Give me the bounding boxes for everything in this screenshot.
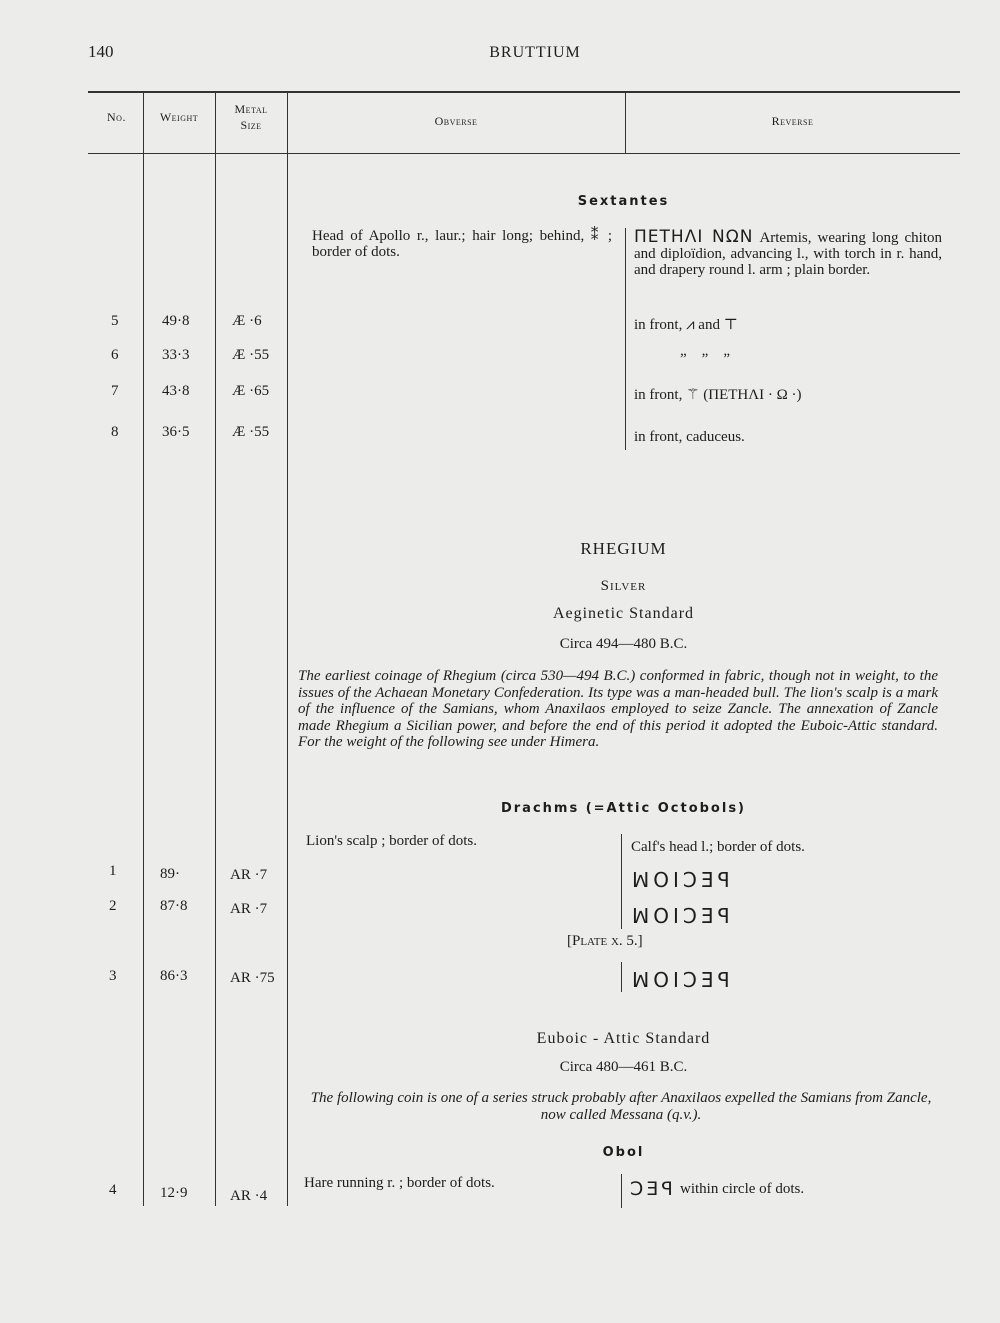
row-no: 2 xyxy=(109,898,117,914)
row-weight: 87·8 xyxy=(160,898,188,914)
reverse-rule-obol xyxy=(621,1174,622,1208)
row-reverse: in front, caduceus. xyxy=(634,429,745,445)
row-metal: AR ·7 xyxy=(230,901,268,917)
row-no: 7 xyxy=(111,383,119,399)
col-no: No. xyxy=(107,110,126,124)
metal-heading: Silver xyxy=(600,578,647,594)
row-reverse: in front, ⩘ and ⊤ xyxy=(634,317,738,333)
row-metal: Æ ·55 xyxy=(232,424,270,440)
row-weight: 43·8 xyxy=(162,383,190,399)
row-no: 1 xyxy=(109,863,117,879)
standard-heading: Aeginetic Standard xyxy=(552,605,695,622)
row-weight: 49·8 xyxy=(162,313,190,329)
row-metal: Æ ·6 xyxy=(232,313,262,329)
row-weight: 36·5 xyxy=(162,424,190,440)
drachms-obverse: Lion's scalp ; border of dots. xyxy=(306,833,478,849)
row-no: 8 xyxy=(111,424,119,440)
col-rule-2 xyxy=(215,91,216,1206)
reverse-rule-drachm-3 xyxy=(621,962,622,992)
reverse-rule-sextantes xyxy=(625,228,626,450)
date-heading: Circa 494—480 B.C. xyxy=(559,636,688,652)
table-top-rule xyxy=(88,91,960,93)
row-no: 3 xyxy=(109,968,117,984)
page-number: 140 xyxy=(88,42,114,61)
col-reverse: Reverse xyxy=(771,114,814,128)
plate-reference: [Plate x. 5.] xyxy=(567,933,643,949)
sextantes-obverse: Head of Apollo r., laur.; hair long; behind, ⁑ ; border of dots. xyxy=(312,228,612,260)
row-weight: 86·3 xyxy=(160,968,188,984)
section-heading-drachms: Drachms (=Attic Octobols) xyxy=(500,801,747,816)
row-metal: AR ·75 xyxy=(230,970,275,986)
running-title: BRUTTIUM xyxy=(489,44,581,61)
legend-text: ƆƎꟼ xyxy=(630,1178,676,1200)
header-bottom-rule xyxy=(88,153,960,154)
obol-reverse: within circle of dots. xyxy=(680,1181,805,1197)
rhegium-intro: The earliest coinage of Rhegium (circa 530—494 B.C.) conformed in fabric, though not in weight, to the issues of the Achaean Monetary Confederation. Its type was a man-headed bull. The lion's scalp is a mark of the influence of the Samians, whom Anaxilaos employed to seize Zancle. The annexation of Zancle made Rhegium a Sicilian power, and before the end of this period it adopted the Euboic-Attic standard. For the weight of the following see under Himera. xyxy=(298,668,938,750)
row-weight: 89· xyxy=(160,866,180,882)
sextantes-reverse xyxy=(634,229,942,278)
euboic-note: The following coin is one of a series struck probably after Anaxilaos expelled the Samians from Zancle, now called Messana (q.v.). xyxy=(310,1090,932,1123)
legend-text: ꟽOIƆƎꟼ xyxy=(632,868,734,892)
reverse-description: Artemis, wearing long chiton and diploïdion, advancing l., with torch in r. hand, and drapery round l. arm ; plain border. xyxy=(634,230,943,278)
date-heading: Circa 480—461 B.C. xyxy=(559,1059,688,1075)
obol-obverse: Hare running r. ; border of dots. xyxy=(304,1175,495,1191)
col-weight: Weight xyxy=(159,110,199,124)
row-weight: 33·3 xyxy=(162,347,190,363)
legend-text: ꟽOIƆƎꟼ xyxy=(632,904,734,928)
row-reverse: ” ” ” xyxy=(680,351,730,367)
section-heading-obol: Obol xyxy=(602,1145,645,1160)
row-reverse: in front, ⚚ (ΠΕΤΗΛΙ · Ω ·) xyxy=(634,387,802,403)
reverse-rule-drachms xyxy=(621,834,622,929)
row-metal: AR ·4 xyxy=(230,1188,268,1204)
drachms-reverse: Calf's head l.; border of dots. xyxy=(631,839,805,855)
row-metal: AR ·7 xyxy=(230,867,268,883)
row-metal: Æ ·65 xyxy=(232,383,270,399)
row-weight: 12·9 xyxy=(160,1185,188,1201)
row-metal: Æ ·55 xyxy=(232,347,270,363)
col-metal-size: Metal Size xyxy=(234,102,268,132)
col-obverse: Obverse xyxy=(434,114,478,128)
col-rule-1 xyxy=(143,91,144,1206)
legend-text: ꟽOIƆƎꟼ xyxy=(632,968,734,992)
row-no: 5 xyxy=(111,313,119,329)
section-heading-sextantes: Sextantes xyxy=(577,194,670,209)
section-title-rhegium: RHEGIUM xyxy=(580,539,667,558)
row-no: 6 xyxy=(111,347,119,363)
reverse-legend: ΠΕΤΗΛΙ ΝΩΝ xyxy=(634,227,754,247)
row-no: 4 xyxy=(109,1182,117,1198)
standard-heading: Euboic - Attic Standard xyxy=(536,1030,711,1047)
